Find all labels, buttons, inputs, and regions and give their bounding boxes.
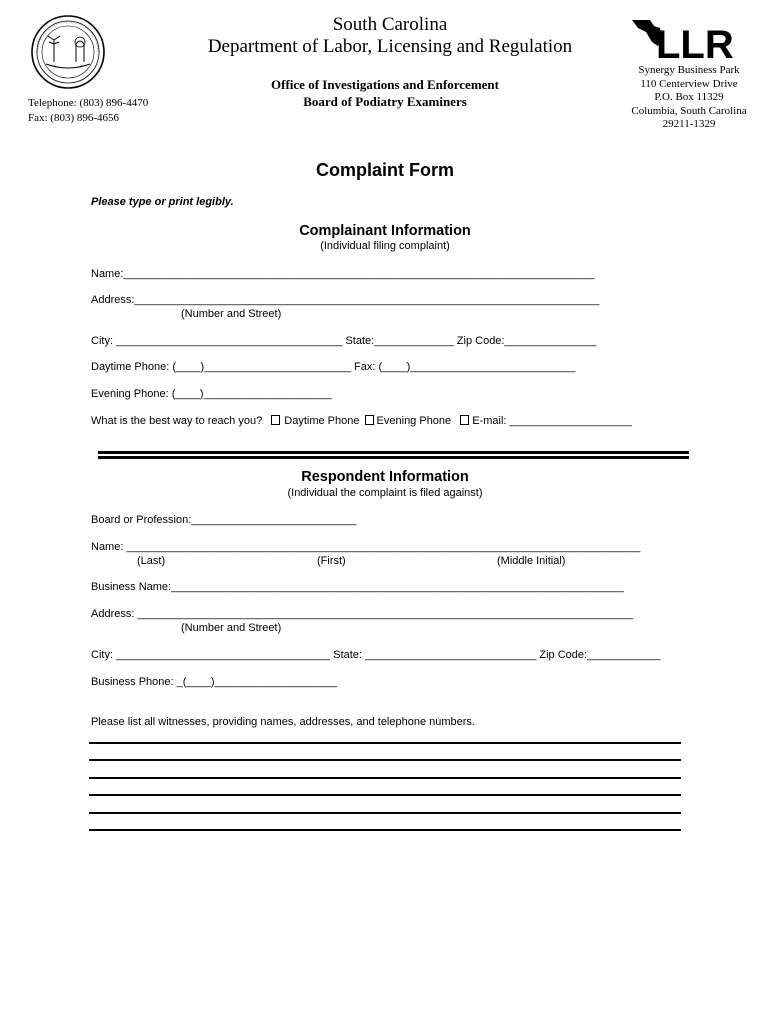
- option-evening-phone: Evening Phone: [376, 415, 452, 427]
- logo-text: LLR: [656, 23, 734, 62]
- office-name: Office of Investigations and Enforcement: [271, 77, 499, 92]
- instruction: Please type or print legibly.: [91, 196, 234, 208]
- respondent-address-field[interactable]: Address: _________________________________________________________________________________: [91, 608, 633, 620]
- witness-line[interactable]: [89, 777, 681, 779]
- business-name-field[interactable]: Business Name:__________________________________________________________________________: [91, 581, 624, 593]
- address-line: Columbia, South Carolina: [631, 104, 747, 117]
- address-line: Synergy Business Park: [638, 64, 740, 76]
- complainant-name-field[interactable]: Name:_____________________________________________________________________________: [91, 268, 595, 280]
- witness-line[interactable]: [89, 759, 681, 761]
- witness-line[interactable]: [89, 794, 681, 796]
- name-first-hint: (First): [317, 555, 346, 567]
- state-seal: [30, 14, 106, 90]
- business-phone-field[interactable]: Business Phone: _(____)____________________: [91, 676, 337, 688]
- complainant-phone-fax[interactable]: Daytime Phone: (____)________________________ Fax: (____)___________________________: [91, 361, 576, 373]
- respondent-address-hint: (Number and Street): [181, 622, 282, 634]
- complainant-address-hint: (Number and Street): [181, 308, 282, 320]
- complainant-subheading: (Individual filing complaint): [320, 240, 450, 252]
- respondent-name-field[interactable]: Name: ____________________________________________________________________________________: [91, 541, 641, 553]
- fax: Fax: (803) 896-4656: [28, 112, 120, 124]
- complainant-city-state-zip[interactable]: City: _____________________________________ State:_____________ Zip Code:_______________: [91, 335, 597, 347]
- form-title: Complaint Form: [316, 160, 454, 180]
- address-block: [620, 64, 758, 132]
- telephone: Telephone: (803) 896-4470: [28, 97, 149, 109]
- name-middle-hint: (Middle Initial): [497, 555, 566, 567]
- section-divider: [98, 451, 689, 459]
- office-block: [220, 76, 550, 110]
- contact-block: [28, 96, 148, 126]
- agency-line-2: Department of Labor, Licensing and Regulation: [207, 36, 573, 57]
- address-line: P.O. Box 11329: [654, 91, 724, 103]
- option-daytime-phone: Daytime Phone: [284, 415, 360, 427]
- witnesses-prompt: Please list all witnesses, providing names, addresses, and telephone numbers.: [91, 716, 475, 728]
- llr-logo: [630, 16, 740, 62]
- address-line: 110 Centerview Drive: [640, 77, 738, 90]
- address-line: 29211-1329: [662, 118, 716, 130]
- option-email[interactable]: E-mail: ____________________: [472, 415, 632, 427]
- board-name: Board of Podiatry Examiners: [303, 94, 467, 109]
- complainant-address-field[interactable]: Address:____________________________________________________________________________: [91, 294, 600, 306]
- witness-line[interactable]: [89, 742, 681, 744]
- respondent-heading: Respondent Information: [301, 469, 469, 485]
- name-last-hint: (Last): [137, 555, 166, 567]
- contact-preference: [91, 415, 632, 427]
- agency-line-1: South Carolina: [332, 14, 448, 35]
- agency-name: [180, 14, 600, 58]
- checkbox-daytime[interactable]: [271, 415, 280, 425]
- contact-question: What is the best way to reach you?: [91, 415, 263, 427]
- checkbox-email[interactable]: [460, 415, 469, 425]
- respondent-city-state-zip[interactable]: City: ___________________________________ State: ____________________________ Zip Code:____________: [91, 649, 661, 661]
- witness-line[interactable]: [89, 829, 681, 831]
- complainant-heading: Complainant Information: [299, 223, 471, 239]
- complainant-evening-phone[interactable]: Evening Phone: (____)_____________________: [91, 388, 332, 400]
- respondent-subheading: (Individual the complaint is filed against): [287, 487, 483, 499]
- checkbox-evening[interactable]: [365, 415, 374, 425]
- respondent-board-field[interactable]: Board or Profession:___________________________: [91, 514, 357, 526]
- witness-line[interactable]: [89, 812, 681, 814]
